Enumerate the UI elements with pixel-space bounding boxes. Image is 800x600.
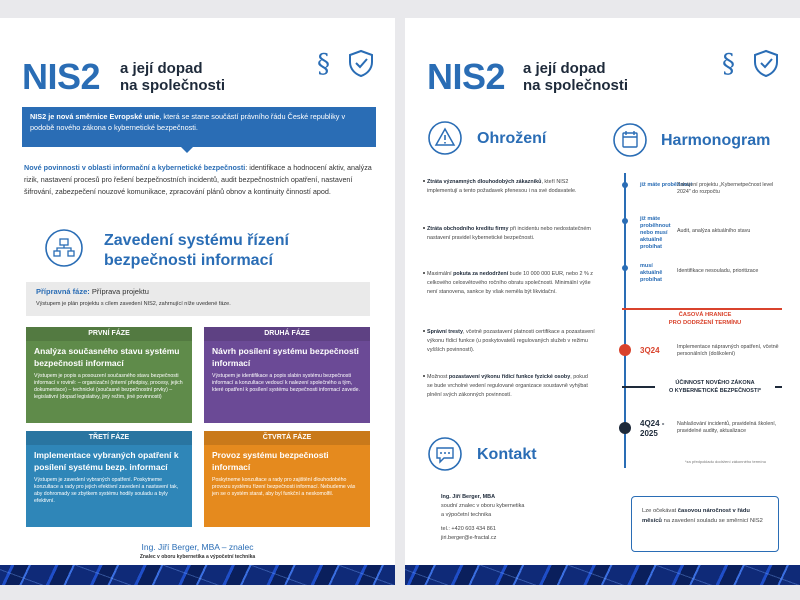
shield-check-icon <box>751 48 781 78</box>
decorative-strip <box>0 565 395 585</box>
timeline-dot <box>622 218 628 224</box>
law-label: ÚČINNOST NOVÉHO ZÁKONA O KYBERNETICKÉ BEZPEČNOSTI* <box>655 379 775 395</box>
svg-text:§: § <box>317 49 330 78</box>
timeline-text: Zahájení projektu „Kybernetpečnost level 2024" do rozpočtu <box>677 182 774 195</box>
decorative-strip <box>405 565 800 585</box>
page-title: NIS2 <box>22 56 101 97</box>
left-page <box>0 18 395 585</box>
timeline-text: Audit, analýza aktuálního stavu <box>677 228 751 234</box>
timeline-dot <box>622 182 628 188</box>
timeline-text: Implementace nápravných opatření, včetně personálních (doškolení) <box>677 344 779 357</box>
page-subtitle: a její dopad na společnosti <box>120 60 226 94</box>
timeline-dot-dark <box>619 422 631 434</box>
paragraph-icon <box>312 48 340 78</box>
timeline-dot-red <box>619 344 631 356</box>
threat-item: Ztráta významných dlouhodobých zákazníků, kteří NIS2 implementují a tento požadavek přenesou i na své dodavatele. <box>427 178 595 196</box>
phase-card-third: TŘETÍ FÁZE Implementace vybraných opatření k posílení systému bezp. informací Výstupem je zavedení vybraných opatření. Poskytneme konzultace a rady pro jejich efektivní zavedení a nastavení tak, aby dohromady se zbytkem systému hodily souladu a byly efektivní. <box>26 431 192 527</box>
time-note-box: Lze očekávat časovou náročnost v řádu měsíců na zavedení souladu se směrnicí NIS2 <box>631 496 779 552</box>
footer-subtitle: Znalec v oboru kybernetika a výpočetní technika <box>139 554 256 560</box>
threat-item: Maximální pokuta za nedodržení bude 10 000 000 EUR, nebo 2 % z celkového celosvětového ročního obratu společnosti. Minimální výše není stanovena, sankce by však neměla být likvidační. <box>427 271 593 295</box>
network-gear-icon <box>44 228 84 268</box>
paragraph-icon <box>717 48 745 78</box>
timeline-label: 3Q24 <box>640 346 660 355</box>
svg-text:§: § <box>722 49 735 78</box>
prep-phase-box: Přípravná fáze: Příprava projektu Výstupem je plán projektu s cílem zavedení NIS2, zahrnující níže uvedené fáze. <box>26 282 370 316</box>
right-page <box>405 18 800 585</box>
phase-card-fourth: ČTVRTÁ FÁZE Provoz systému bezpečnosti informací Poskytneme konzultace a rady pro zajištění dlouhodobého provozu systému řízení bezpečnosti informací. Nebudeme vás jen se o systém starat, aby byl funkční a neskomolfil. <box>204 431 370 527</box>
timeline-text: Nahlašování incidentů, pravidelná školení, pravidelné audity, aktualizace <box>677 421 777 434</box>
timeline-text: Identifikace nesouladu, prioritizace <box>677 268 759 274</box>
threat-item: Možnost pozastavení výkonu řídicí funkce fyzické osoby, pokud se bude vrcholné vedení regulované organizace soustavně vyhýbat plnění svých zákonných povinností. <box>427 373 595 400</box>
threats-title: Ohrožení <box>477 130 547 147</box>
calendar-icon <box>612 122 648 158</box>
timeline-label: již máte proběhnout nebo musí aktuálně probíhat <box>640 216 671 250</box>
arrow-down-icon <box>180 146 194 154</box>
deadline-label: ČASOVÁ HRANICE PRO DODRŽENÍ TERMÍNU <box>668 312 742 326</box>
timeline-dot <box>622 265 628 271</box>
contact-title: Kontakt <box>477 446 537 463</box>
deadline-line <box>622 308 782 310</box>
chat-icon <box>427 436 463 472</box>
schedule-title: Harmonogram <box>661 132 771 149</box>
shield-check-icon <box>346 48 376 78</box>
timeline-label: již máte proběhnout <box>640 182 693 188</box>
page-subtitle: a její dopad na společnosti <box>523 60 629 94</box>
intro-box: NIS2 je nová směrnice Evropské unie, která se stane součástí právního řádu České republiky v podobě nového zákona o kybernetické bezpečnosti. <box>22 107 376 147</box>
timeline-label: 4Q24 - 2025 <box>640 419 665 438</box>
phase-card-first: PRVNÍ FÁZE Analýza současného stavu systému bezpečnosti informací Výstupem je popis a posouzení současného stavu bezpečnosti informací v rovině: – organizační (interní předpisy, procesy, jejich dokumentace) – technické (současné bezpečnostní prvky) – legislativní (dopad legislativy, jiný režim, jiné povinnosti) <box>26 327 192 423</box>
contact-block: Ing. Jiří Berger, MBA soudní znalec v oboru kybernetika a výpočetní technika tel.: +420 603 434 861 jiri.berger@e-fractal.cz <box>441 494 525 541</box>
threat-item: Správní tresty, včetně pozastavení platnosti certifikace a pozastavení výkonu řídicí funkce (u poskytovatelů regulovaných služeb v režimu vyšších povinností). <box>427 329 595 353</box>
footnote: *za předpokladu dodržení zákonného termínu <box>685 459 766 464</box>
timeline-label: musí aktuálně probíhat <box>640 263 663 283</box>
footer-name: Ing. Jiří Berger, MBA – znalec <box>141 542 254 552</box>
threat-item: Ztráta obchodního kreditu firmy při incidentu nebo nedostatečném nastavení pravidel kybernetické bezpečnosti. <box>427 225 595 243</box>
duties-paragraph: Nové povinnosti v oblasti informační a kybernetické bezpečnosti: identifikace a hodnocení aktiv, analýza rizik, nastavení procesů pro řešení bezpečnostních incidentů, audit bezpečnostních opatření, nastavení šifrování, zabezpečení nouzové komunikace, zpracování plánů obnov a kontinuity činností apod. <box>24 163 372 196</box>
warning-icon <box>427 120 463 156</box>
section-title: Zavedení systému řízení bezpečnosti informací <box>104 232 289 269</box>
page-title: NIS2 <box>427 56 506 97</box>
phase-card-second: DRUHÁ FÁZE Návrh posílení systému bezpečnosti informací Výstupem je identifikace a popis slabin systému bezpečnosti informací a konzultace vedoucí k nalezení společného a tým, které opatření k posílení systému bezpečnosti informací zavede. <box>204 327 370 423</box>
